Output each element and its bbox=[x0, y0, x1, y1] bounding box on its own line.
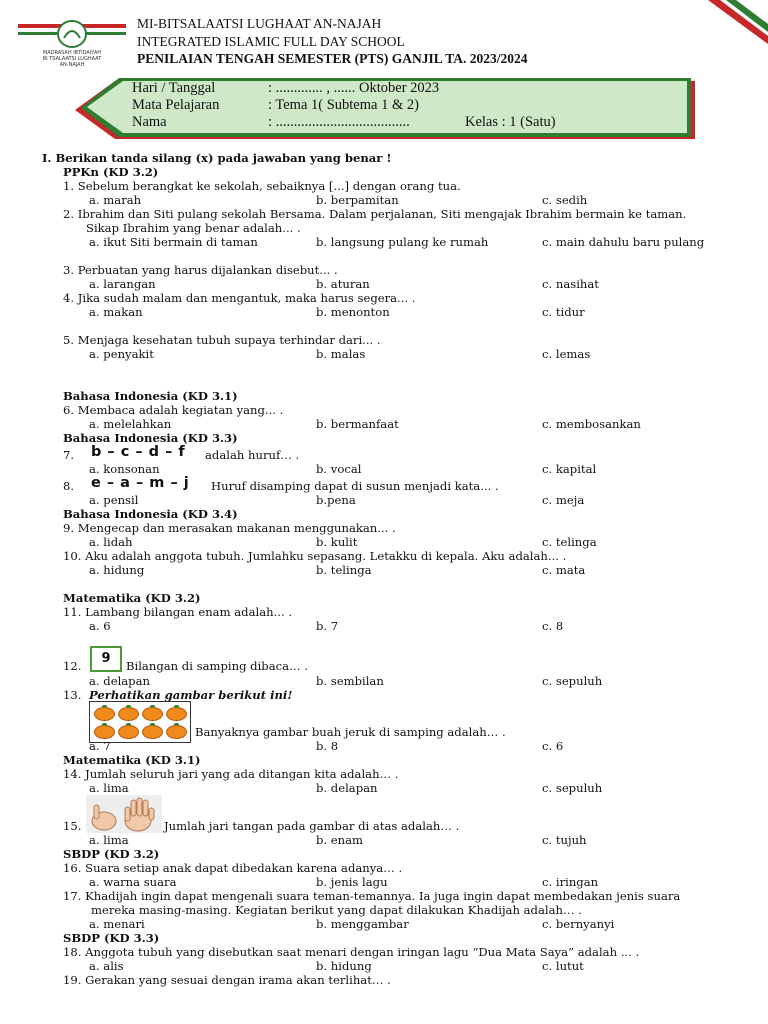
option-a: a. menari bbox=[89, 917, 145, 931]
option-a: a. lima bbox=[89, 833, 129, 847]
question-text: mereka masing-masing. Kegiatan berikut yang dapat dilakukan Khadijah adalah… . bbox=[91, 903, 582, 917]
option-b: b. hidung bbox=[316, 959, 372, 973]
section-heading: Matematika (KD 3.1) bbox=[63, 753, 201, 767]
question-text: Jumlah jari tangan pada gambar di atas adalah… . bbox=[164, 819, 460, 833]
option-b: b. sembilan bbox=[316, 674, 384, 688]
option-a: a. warna suara bbox=[89, 875, 177, 889]
option-c: c. lemas bbox=[542, 347, 591, 361]
question-number: 13. bbox=[63, 688, 82, 702]
option-b: b.pena bbox=[316, 493, 356, 507]
section-heading: SBDP (KD 3.3) bbox=[63, 931, 160, 945]
option-a: a. larangan bbox=[89, 277, 156, 291]
section-heading: Bahasa Indonesia (KD 3.3) bbox=[63, 431, 238, 445]
option-b: b. berpamitan bbox=[316, 193, 399, 207]
school-subtitle: INTEGRATED ISLAMIC FULL DAY SCHOOL bbox=[137, 34, 405, 49]
option-b: b. langsung pulang ke rumah bbox=[316, 235, 489, 249]
hands-picture bbox=[86, 795, 162, 833]
question-number: 8. bbox=[63, 479, 75, 493]
option-b: b. jenis lagu bbox=[316, 875, 388, 889]
oranges-picture bbox=[89, 701, 191, 743]
option-c: c. tujuh bbox=[542, 833, 587, 847]
option-c: c. main dahulu baru pulang bbox=[542, 235, 705, 249]
option-a: a. delapan bbox=[89, 674, 150, 688]
option-a: a. marah bbox=[89, 193, 142, 207]
option-a: a. konsonan bbox=[89, 462, 160, 476]
option-c: c. telinga bbox=[542, 535, 597, 549]
option-b: b. kulit bbox=[316, 535, 358, 549]
option-b: b. 8 bbox=[316, 739, 339, 753]
option-b: b. bermanfaat bbox=[316, 417, 399, 431]
option-b: b. vocal bbox=[316, 462, 362, 476]
option-a: a. 7 bbox=[89, 739, 111, 753]
option-b: b. telinga bbox=[316, 563, 372, 577]
question-text: 10. Aku adalah anggota tubuh. Jumlahku sepasang. Letakku di kepala. Aku adalah... . bbox=[63, 549, 567, 563]
section-heading: PPKn (KD 3.2) bbox=[63, 165, 159, 179]
option-b: b. 7 bbox=[316, 619, 339, 633]
option-c: c. nasihat bbox=[542, 277, 599, 291]
option-b: b. enam bbox=[316, 833, 364, 847]
question-text: 6. Membaca adalah kegiatan yang... . bbox=[63, 403, 284, 417]
name-label: Nama bbox=[132, 114, 167, 130]
school-logo bbox=[18, 18, 126, 70]
question-text: adalah huruf… . bbox=[205, 448, 300, 462]
question-text: 18. Anggota tubuh yang disebutkan saat menari dengan iringan lagu “Dua Mata Saya” adalah ... . bbox=[63, 945, 640, 959]
school-name: MI-BITSALAATSI LUGHAAT AN-NAJAH bbox=[137, 16, 382, 31]
question-number: 12. bbox=[63, 659, 82, 673]
option-c: c. sedih bbox=[542, 193, 588, 207]
day-date-label: Hari / Tanggal bbox=[132, 80, 216, 96]
option-a: a. penyakit bbox=[89, 347, 154, 361]
corner-decoration bbox=[708, 0, 768, 44]
option-a: a. pensil bbox=[89, 493, 139, 507]
option-a: a. makan bbox=[89, 305, 143, 319]
option-b: b. aturan bbox=[316, 277, 370, 291]
option-c: c. kapital bbox=[542, 462, 597, 476]
option-c: c. membosankan bbox=[542, 417, 641, 431]
option-a: a. hidung bbox=[89, 563, 145, 577]
question-text: 2. Ibrahim dan Siti pulang sekolah Bersama. Dalam perjalanan, Siti mengajak Ibrahim bermain ke taman. bbox=[63, 207, 687, 221]
section-heading: Matematika (KD 3.2) bbox=[63, 591, 201, 605]
subject-label: Mata Pelajaran bbox=[132, 97, 220, 113]
exam-title: PENILAIAN TENGAH SEMESTER (PTS) GANJIL TA. 2023/2024 bbox=[137, 51, 528, 66]
option-c: c. 6 bbox=[542, 739, 564, 753]
svg-text:AN-NAJAH: AN-NAJAH bbox=[59, 62, 85, 68]
option-b: b. delapan bbox=[316, 781, 378, 795]
option-c: c. iringan bbox=[542, 875, 599, 889]
option-c: c. sepuluh bbox=[542, 674, 603, 688]
question-text: Sikap Ibrahim yang benar adalah... . bbox=[86, 221, 301, 235]
question-text: Banyaknya gambar buah jeruk di samping adalah… . bbox=[195, 725, 506, 739]
instruction: I. Berikan tanda silang (x) pada jawaban yang benar ! bbox=[42, 151, 392, 165]
option-a: a. ikut Siti bermain di taman bbox=[89, 235, 258, 249]
option-c: c. tidur bbox=[542, 305, 585, 319]
section-heading: SBDP (KD 3.2) bbox=[63, 847, 160, 861]
option-c: c. sepuluh bbox=[542, 781, 603, 795]
question-text: 5. Menjaga kesehatan tubuh supaya terhindar dari... . bbox=[63, 333, 381, 347]
option-c: c. 8 bbox=[542, 619, 564, 633]
question-text: 19. Gerakan yang sesuai dengan irama akan terlihat… . bbox=[63, 973, 391, 987]
question-text: Bilangan di samping dibaca… . bbox=[126, 659, 309, 673]
question-text: 4. Jika sudah malam dan mengantuk, maka harus segera... . bbox=[63, 291, 416, 305]
question-text: 14. Jumlah seluruh jari yang ada ditangan kita adalah… . bbox=[63, 767, 399, 781]
option-b: b. menonton bbox=[316, 305, 390, 319]
letter-sequence: e – a – m – j bbox=[91, 475, 190, 491]
question-title: Perhatikan gambar berikut ini! bbox=[89, 688, 293, 702]
option-a: a. lidah bbox=[89, 535, 133, 549]
question-number: 15. bbox=[63, 819, 82, 833]
svg-text:MADRASAH IBTIDAIYAH: MADRASAH IBTIDAIYAH bbox=[42, 50, 102, 56]
option-a: a. alis bbox=[89, 959, 124, 973]
option-c: c. bernyanyi bbox=[542, 917, 615, 931]
class-value: Kelas : 1 (Satu) bbox=[465, 114, 556, 130]
section-heading: Bahasa Indonesia (KD 3.1) bbox=[63, 389, 238, 403]
question-text: 11. Lambang bilangan enam adalah... . bbox=[63, 605, 293, 619]
question-number: 7. bbox=[63, 448, 75, 462]
subject-value: : Tema 1( Subtema 1 & 2) bbox=[268, 97, 419, 113]
question-text: Huruf disamping dapat di susun menjadi kata... . bbox=[211, 479, 499, 493]
question-text: 1. Sebelum berangkat ke sekolah, sebaiknya [...] dengan orang tua. bbox=[63, 179, 461, 193]
svg-text:BI TSALAATSI LUGHAAT: BI TSALAATSI LUGHAAT bbox=[42, 56, 102, 62]
option-a: a. 6 bbox=[89, 619, 111, 633]
section-heading: Bahasa Indonesia (KD 3.4) bbox=[63, 507, 238, 521]
question-text: 17. Khadijah ingin dapat mengenali suara teman-temannya. Ia juga ingin dapat membedakan jenis suara bbox=[63, 889, 681, 903]
option-a: a. melelahkan bbox=[89, 417, 172, 431]
day-date-value: : ............. , ...... Oktober 2023 bbox=[268, 80, 440, 96]
question-text: 3. Perbuatan yang harus dijalankan disebut... . bbox=[63, 263, 338, 277]
option-b: b. malas bbox=[316, 347, 366, 361]
option-a: a. lima bbox=[89, 781, 129, 795]
question-text: 9. Mengecap dan merasakan makanan menggunakan... . bbox=[63, 521, 396, 535]
option-c: c. lutut bbox=[542, 959, 584, 973]
question-text: 16. Suara setiap anak dapat dibedakan karena adanya… . bbox=[63, 861, 403, 875]
number-box: 9 bbox=[90, 646, 122, 672]
option-b: b. menggambar bbox=[316, 917, 409, 931]
option-c: c. meja bbox=[542, 493, 585, 507]
name-value: : ..................................... bbox=[268, 114, 410, 130]
letter-sequence: b – c – d – f bbox=[91, 444, 186, 460]
option-c: c. mata bbox=[542, 563, 586, 577]
